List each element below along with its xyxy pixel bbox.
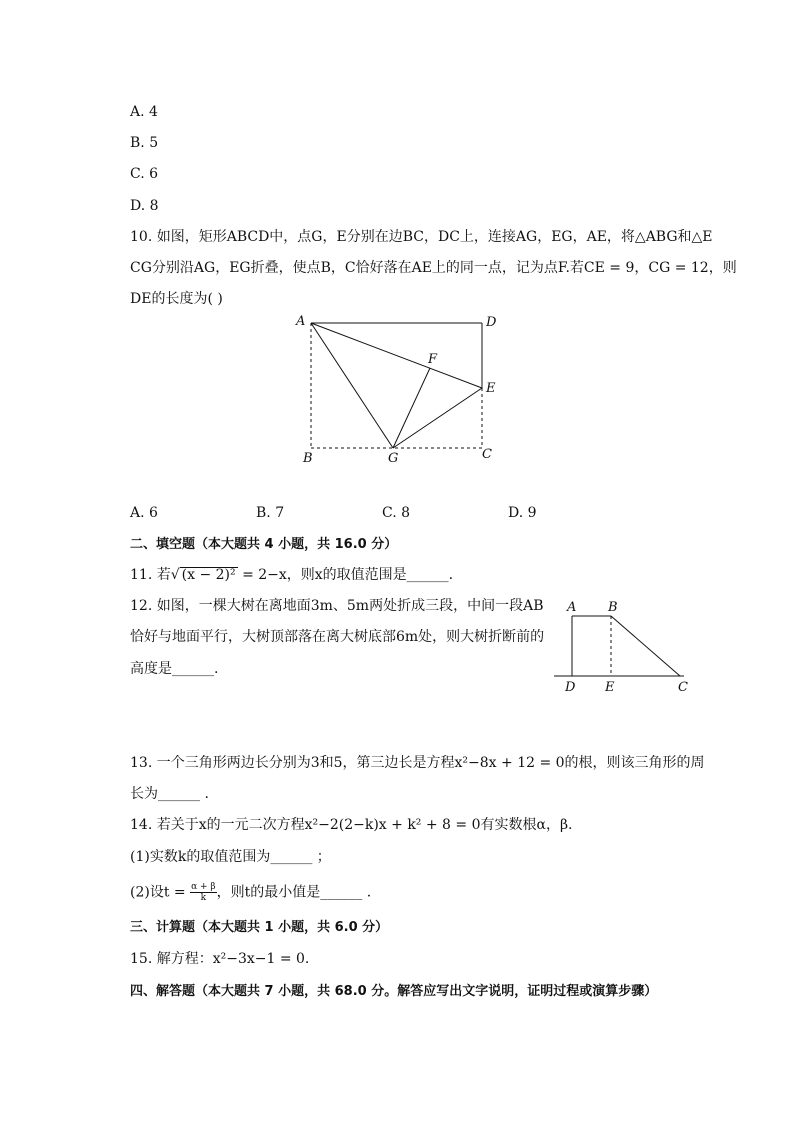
label-c: C — [482, 447, 492, 462]
q11-prefix: 11. 若 — [130, 567, 171, 583]
q10-stem-line1: 10. 如图，矩形ABCD中，点G，E分别在边BC，DC上，连接AG，EG，AE，将△ABG和△E — [130, 229, 713, 245]
q13-stem-line1: 13. 一个三角形两边长分别为3和5，第三边长是方程x²−8x + 12 = 0的根，则该三角形的周 — [130, 755, 705, 771]
section-3-heading: 三、计算题（本大题共 1 小题，共 6.0 分） — [130, 920, 389, 935]
segment-ag — [311, 323, 393, 448]
q14-part2-suffix: ，则t的最小值是______ . — [216, 884, 372, 901]
q14-part1: (1)实数k的取值范围为______ ； — [130, 849, 331, 865]
label-d: D — [565, 680, 576, 695]
q10-option-c: C. 8 — [382, 505, 411, 521]
q13-stem-line2: 长为______ . — [130, 786, 209, 802]
q11-suffix: = 2−x，则x的取值范围是______. — [237, 567, 454, 583]
q12-tree-figure — [550, 596, 700, 696]
label-f: F — [428, 352, 438, 367]
q10-option-d: D. 9 — [508, 505, 537, 521]
q12-stem-line2: 恰好与地面平行，大树顶部落在离大树底部6m处，则大树折断前的 — [130, 629, 545, 645]
q15-stem: 15. 解方程：x²−3x−1 = 0. — [130, 951, 310, 967]
q14-part2 — [130, 882, 371, 903]
q14-frac-numerator: α + β — [191, 882, 216, 892]
label-e: E — [605, 680, 615, 695]
label-a: A — [296, 314, 306, 329]
segment-bc — [611, 616, 680, 676]
section-4-heading: 四、解答题（本大题共 7 小题，共 68.0 分。解答应写出文字说明，证明过程或演算步骤） — [130, 984, 658, 999]
label-e: E — [486, 381, 496, 396]
q12-stem-line3: 高度是______. — [130, 661, 219, 677]
q10-stem-line2: CG分别沿AG，EG折叠，使点B，C恰好落在AE上的同一点，记为点F.若CE = 9，CG = 12，则 — [130, 260, 737, 276]
q11-radicand: (x − 2)² — [181, 567, 236, 583]
label-a: A — [567, 600, 577, 615]
label-c: C — [678, 680, 688, 695]
q10-geometry-figure — [290, 310, 510, 470]
q14-frac-denominator: k — [200, 893, 207, 903]
q9-option-a: A. 4 — [130, 104, 158, 120]
q14-part2-prefix: (2)设t = — [130, 884, 191, 901]
q14-stem: 14. 若关于x的一元二次方程x²−2(2−k)x + k² + 8 = 0有实数根α，β. — [130, 817, 573, 833]
q9-option-d: D. 8 — [130, 198, 159, 214]
sqrt-sign: √ — [170, 567, 180, 583]
label-d: D — [486, 315, 497, 330]
q9-option-b: B. 5 — [130, 135, 159, 151]
label-b: B — [608, 600, 618, 615]
q10-stem-line3: DE的长度为( ) — [130, 291, 223, 307]
q12-stem-line1: 12. 如图，一棵大树在离地面3m、5m两处折成三段，中间一段AB — [130, 598, 544, 614]
q10-option-a: A. 6 — [130, 505, 158, 521]
section-2-heading: 二、填空题（本大题共 4 小题，共 16.0 分） — [130, 537, 398, 552]
q9-option-c: C. 6 — [130, 166, 159, 182]
segment-ae — [311, 323, 482, 388]
q14-fraction — [190, 882, 217, 903]
q11-stem — [130, 566, 453, 584]
label-b: B — [303, 451, 313, 466]
q10-option-b: B. 7 — [256, 505, 285, 521]
label-g: G — [388, 451, 399, 466]
